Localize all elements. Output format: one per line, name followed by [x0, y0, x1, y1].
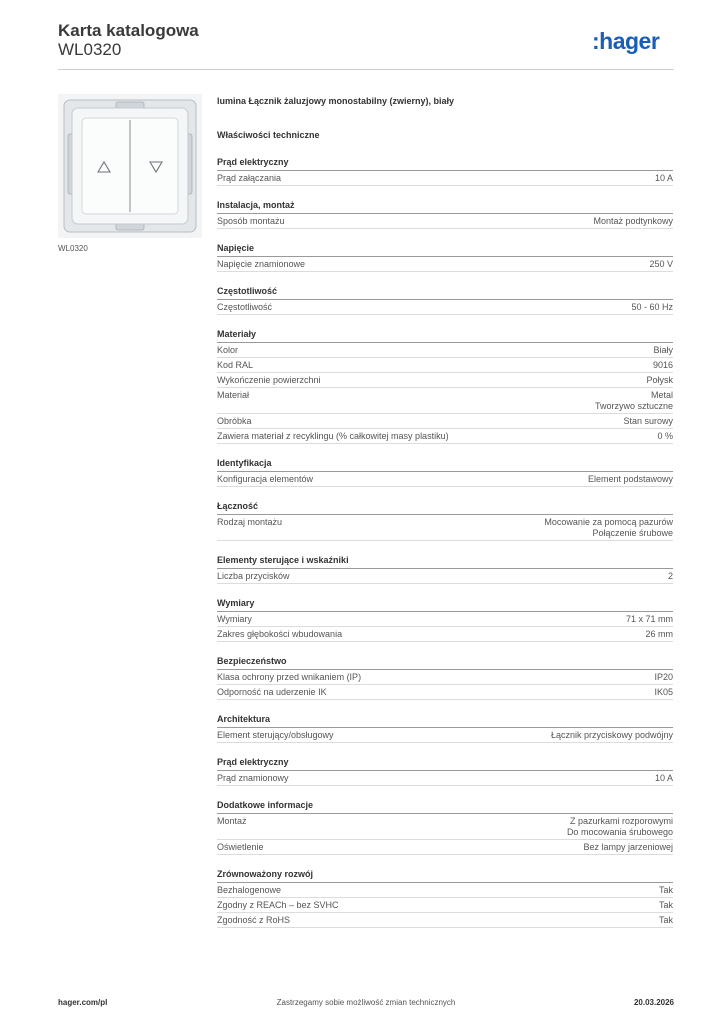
section-title: Identyfikacja	[217, 458, 673, 472]
property-row	[217, 814, 673, 840]
property-label: Zgodny z REACh – bez SVHC	[217, 900, 339, 910]
property-section	[217, 656, 673, 700]
property-value	[623, 416, 673, 427]
product-code: WL0320	[58, 40, 122, 59]
section-title: Materiały	[217, 329, 673, 343]
section-title: Częstotliwość	[217, 286, 673, 300]
property-label: Prąd załączania	[217, 173, 282, 183]
property-row	[217, 300, 673, 315]
property-value-line: Tak	[658, 915, 673, 925]
property-label: Obróbka	[217, 416, 252, 426]
footer-note: Zastrzegamy sobie możliwość zmian technicznych	[276, 998, 456, 1007]
property-row	[217, 883, 673, 898]
property-label: Prąd znamionowy	[217, 773, 289, 783]
property-label: Zawiera materiał z recyklingu (% całkowitej masy plastiku)	[217, 431, 449, 441]
property-label: Montaż	[217, 816, 247, 826]
property-value	[567, 816, 673, 838]
section-title: Elementy sterujące i wskaźniki	[217, 555, 673, 569]
property-value	[649, 259, 673, 270]
product-image	[58, 94, 202, 238]
section-title: Prąd elektryczny	[217, 157, 673, 171]
property-value-line: 2	[667, 571, 673, 581]
footer-website-link[interactable]: hager.com/pl	[58, 998, 108, 1007]
property-value-line: Metal	[650, 390, 673, 400]
property-row	[217, 627, 673, 642]
property-value	[583, 842, 673, 853]
property-value	[653, 360, 673, 371]
property-row	[217, 257, 673, 272]
property-label: Napięcie znamionowe	[217, 259, 306, 269]
property-value-line: 10 A	[654, 773, 673, 783]
property-label: Element sterujący/obsługowy	[217, 730, 334, 740]
page-title: Karta katalogowa	[58, 21, 199, 40]
property-value-line: Do mocowania śrubowego	[566, 827, 673, 837]
property-section	[217, 800, 673, 855]
property-value	[544, 517, 673, 539]
property-value-line: Biały	[653, 345, 673, 355]
property-row	[217, 472, 673, 487]
property-value	[654, 687, 673, 698]
page-header	[58, 22, 674, 70]
property-label: Sposób montażu	[217, 216, 285, 226]
property-section	[217, 200, 673, 229]
section-title: Prąd elektryczny	[217, 757, 673, 771]
property-value	[655, 173, 673, 184]
property-label: Zgodność z RoHS	[217, 915, 291, 925]
property-row	[217, 171, 673, 186]
property-row	[217, 685, 673, 700]
property-value	[659, 915, 673, 926]
property-value-line: IK05	[654, 687, 673, 697]
property-row	[217, 670, 673, 685]
property-row	[217, 771, 673, 786]
property-label: Kod RAL	[217, 360, 254, 370]
property-value	[646, 375, 673, 386]
property-row	[217, 569, 673, 584]
property-value	[659, 885, 673, 896]
svg-text::hager: :hager	[592, 28, 660, 54]
property-section	[217, 757, 673, 786]
property-label: Rodzaj montażu	[217, 517, 283, 527]
properties-panel	[217, 96, 673, 928]
property-value-line: 10 A	[654, 173, 673, 183]
property-label: Konfiguracja elementów	[217, 474, 314, 484]
header-divider	[58, 69, 674, 70]
section-title: Dodatkowe informacje	[217, 800, 673, 814]
properties-title: Właściwości techniczne	[217, 130, 320, 140]
property-section	[217, 869, 673, 928]
property-section	[217, 157, 673, 186]
property-value	[668, 571, 673, 582]
property-row	[217, 429, 673, 444]
property-value-line: Montaż podtynkowy	[593, 216, 673, 226]
property-value	[626, 614, 673, 625]
property-value-line: Stan surowy	[623, 416, 673, 426]
property-value-line: 9016	[652, 360, 673, 370]
property-row	[217, 373, 673, 388]
property-label: Kolor	[217, 345, 239, 355]
property-label: Bezhalogenowe	[217, 885, 282, 895]
property-value	[593, 216, 673, 227]
property-section	[217, 329, 673, 444]
property-label: Częstotliwość	[217, 302, 273, 312]
property-section	[217, 598, 673, 642]
property-value	[654, 672, 673, 683]
property-value-line: Z pazurkami rozporowymi	[569, 816, 673, 826]
property-row	[217, 414, 673, 429]
property-row	[217, 840, 673, 855]
property-row	[217, 515, 673, 541]
property-section	[217, 286, 673, 315]
property-section	[217, 501, 673, 541]
property-value	[588, 474, 673, 485]
property-row	[217, 358, 673, 373]
property-value-line: 250 V	[649, 259, 673, 269]
property-value-line: Mocowanie za pomocą pazurów	[544, 517, 673, 527]
property-value	[645, 629, 673, 640]
property-label: Zakres głębokości wbudowania	[217, 629, 343, 639]
section-title: Zrównoważony rozwój	[217, 869, 673, 883]
property-value-line: 50 - 60 Hz	[631, 302, 673, 312]
property-value	[631, 302, 673, 313]
property-row	[217, 913, 673, 928]
property-section	[217, 555, 673, 584]
property-value-line: 26 mm	[645, 629, 673, 639]
section-title: Łączność	[217, 501, 673, 515]
property-row	[217, 214, 673, 229]
section-title: Bezpieczeństwo	[217, 656, 673, 670]
property-value-line: Łącznik przyciskowy podwójny	[550, 730, 673, 740]
section-title: Wymiary	[217, 598, 673, 612]
property-value-line: 0 %	[657, 431, 673, 441]
property-label: Materiał	[217, 390, 250, 400]
properties-sections	[217, 157, 673, 928]
section-title: Instalacja, montaż	[217, 200, 673, 214]
property-value-line: 71 x 71 mm	[625, 614, 673, 624]
image-caption: WL0320	[58, 244, 88, 253]
hager-logo	[592, 28, 672, 54]
property-row	[217, 728, 673, 743]
property-value	[551, 730, 673, 741]
property-value-line: IP20	[654, 672, 673, 682]
property-label: Oświetlenie	[217, 842, 264, 852]
property-label: Wykończenie powierzchni	[217, 375, 321, 385]
property-section	[217, 243, 673, 272]
property-value-line: Tak	[658, 885, 673, 895]
property-value	[659, 900, 673, 911]
property-value	[655, 773, 673, 784]
property-label: Klasa ochrony przed wnikaniem (IP)	[217, 672, 362, 682]
property-value-line: Połączenie śrubowe	[592, 528, 673, 538]
property-label: Liczba przycisków	[217, 571, 290, 581]
property-value-line: Element podstawowy	[587, 474, 673, 484]
footer-date: 20.03.2026	[633, 998, 674, 1007]
property-value	[595, 390, 673, 412]
property-value	[657, 431, 673, 442]
property-value-line: Tak	[658, 900, 673, 910]
section-title: Napięcie	[217, 243, 673, 257]
property-label: Odporność na uderzenie IK	[217, 687, 327, 697]
property-value-line: Połysk	[646, 375, 673, 385]
section-title: Architektura	[217, 714, 673, 728]
property-section	[217, 714, 673, 743]
property-row	[217, 612, 673, 627]
property-row	[217, 898, 673, 913]
product-name: lumina Łącznik żaluzjowy monostabilny (zwierny), biały	[217, 96, 455, 106]
property-row	[217, 388, 673, 414]
property-value-line: Tworzywo sztuczne	[594, 401, 673, 411]
property-value	[653, 345, 673, 356]
property-section	[217, 458, 673, 487]
property-label: Wymiary	[217, 614, 252, 624]
property-value-line: Bez lampy jarzeniowej	[583, 842, 673, 852]
property-row	[217, 343, 673, 358]
